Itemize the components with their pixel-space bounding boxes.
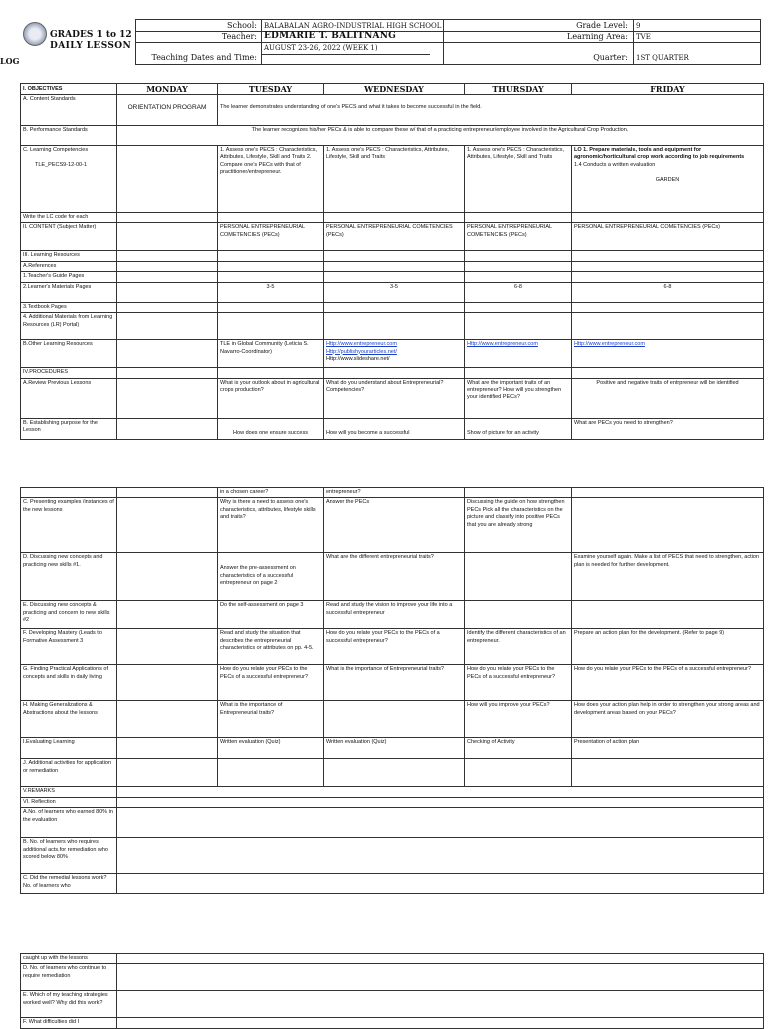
grade-label: Grade Level: bbox=[576, 21, 628, 30]
cell-text: Checking of Activity bbox=[465, 738, 572, 759]
dll-title-line2: DAILY LESSON bbox=[50, 41, 132, 51]
area-value: TVE bbox=[636, 33, 651, 41]
row-label: A.No. of learners who earned 80% in the evaluation bbox=[21, 808, 117, 838]
row-label: V.REMARKS bbox=[21, 787, 117, 797]
cell-text: Answer the PECs bbox=[324, 498, 465, 553]
cell-text: What is the importance of Entrepreneurial traits? bbox=[218, 701, 324, 738]
day-tuesday: TUESDAY bbox=[218, 84, 324, 95]
cell-text: 3-5 bbox=[324, 282, 465, 302]
cell-text: How do you relate your PECs to the PECs of a successful entrepreneur? bbox=[218, 665, 324, 701]
dll-table-page3 bbox=[20, 953, 764, 1029]
day-thursday: THURSDAY bbox=[465, 84, 572, 95]
cell-text: Why is there a need to assess one's characteristics, attributes, lifestyle skills and traits? bbox=[218, 498, 324, 553]
row-label: C. Presenting examples /instances of the new lessons bbox=[21, 498, 117, 553]
dates-value: AUGUST 23-26, 2022 (WEEK 1) bbox=[264, 44, 378, 52]
row-label: E. Which of my teaching strategies worked well? Why did this work? bbox=[21, 991, 117, 1018]
cell-text: Positive and negative traits of entrpreneur will be identified bbox=[572, 378, 764, 418]
row-label: 3.Textbook Pages bbox=[21, 302, 117, 312]
header-info-box bbox=[135, 19, 761, 65]
cell-text: How will you become a successful bbox=[324, 418, 465, 439]
row-label: J. Additional activities for application or remediation bbox=[21, 759, 117, 787]
cell-text: Prepare an action plan for the development. (Refer to page 9) bbox=[572, 629, 764, 665]
dll-table-page1 bbox=[20, 83, 764, 440]
cell-text: Examine yourself again. Make a list of PECS that need to strengthen, action plan is needed for further development. bbox=[572, 553, 764, 601]
cell-text: What are PECs you need to strengthen? bbox=[572, 418, 764, 439]
day-friday: FRIDAY bbox=[572, 84, 764, 95]
day-wednesday: WEDNESDAY bbox=[324, 84, 465, 95]
row-label: H. Making Generalizations & Abstractions about the lessons bbox=[21, 701, 117, 738]
cell-text: Presentation of action plan bbox=[572, 738, 764, 759]
entrepreneur-link[interactable]: Http://www.entrepreneur.com bbox=[326, 341, 397, 348]
row-label: D. No. of learners who continue to require remediation bbox=[21, 964, 117, 991]
cell-text: What do you understand about Entrepreneurial? Competencies? bbox=[324, 378, 465, 418]
row-label: VI. Reflection bbox=[21, 797, 117, 807]
row-label: F. Developing Mastery (Leads to Formative Assessment 3 bbox=[21, 629, 117, 665]
cell-text: How do you relate your PECs to the PECs of a successful entrepreneur? bbox=[324, 629, 465, 665]
cell-text: Http://www.entrepreneur.com Http://publishyourarticles.net/ Http://www.slideshare.net/ bbox=[324, 340, 465, 368]
row-label: D. Discussing new concepts and practicing new skills #1. bbox=[21, 553, 117, 601]
cell-text: LO 1. Prepare materials, tools and equipment for agronomic/horticultural crop work according to job requirements 1.4 Conducts a written evaluation GARDEN bbox=[572, 146, 764, 213]
cell-text: Do the self-assessment on page 3 bbox=[218, 601, 324, 629]
cell-text: What are the important traits of an entrepreneur? How will you strengthen your identified PECs? bbox=[465, 378, 572, 418]
row-label: F. What difficulties did I bbox=[21, 1018, 117, 1028]
row-label: II. CONTENT (Subject Matter) bbox=[21, 223, 117, 251]
cell-text: How do you relate your PECs to the PECs of a successful entrepreneur? bbox=[465, 665, 572, 701]
cell-text: PERSONAL ENTREPRENEURIAL COMETENCIES (PECs) bbox=[218, 223, 324, 251]
cell-text: 6-8 bbox=[465, 282, 572, 302]
cell-text: in a chosen career? bbox=[218, 488, 324, 498]
cell-text: PERSONAL ENTREPRENEURIAL COMETENCIES (PECs) bbox=[465, 223, 572, 251]
cell-text: How do you relate your PECs to the PECs of a successful entrepreneur? bbox=[572, 665, 764, 701]
entrepreneur-link[interactable]: Http://www.entrepreneur.com bbox=[574, 341, 645, 348]
cell-text: 1. Assess one's PECS : Characteristics, Attributes, Lifestyle, Skill and Traits 2. Compare one's PECs with that of practitioner/entrepreneur. bbox=[218, 146, 324, 213]
grade-value: 9 bbox=[636, 22, 641, 30]
cell-text: Read and study the situation that describes the entrepreneurial characteristics or attributes on pp. 4-5. bbox=[218, 629, 324, 665]
cell-text: 1. Assess one's PECS : Characteristics, Attributes, Lifestyle, Skill and Traits bbox=[324, 146, 465, 213]
school-value: BALABALAN AGRO-INDUSTRIAL HIGH SCHOOL bbox=[264, 22, 442, 30]
row-label: IV.PROCEDURES bbox=[21, 368, 117, 378]
dll-table-page2 bbox=[20, 487, 764, 894]
row-label: A.Review Previous Lessons bbox=[21, 378, 117, 418]
row-label: B.Other Learning Resources bbox=[21, 340, 117, 368]
day-monday: MONDAY bbox=[117, 84, 218, 95]
cell-text: What are the different entrepreneurial traits? bbox=[324, 553, 465, 601]
cell-text: Written evaluation (Quiz) bbox=[218, 738, 324, 759]
cell-text: 3-5 bbox=[218, 282, 324, 302]
row-label: C. Did the remedial lessons work? No. of learners who bbox=[21, 874, 117, 894]
row-label: C. Learning Competencies TLE_PECS9-12-00-1 bbox=[21, 146, 117, 213]
row-label: A.References bbox=[21, 261, 117, 271]
performance-standard-text: The learner recognizes his/her PECs & is able to compare these w/ that of a practicing entrepreneur/employee involved in the Agricultural Crop Production. bbox=[117, 126, 764, 146]
cell-text: TLE in Global Community (Leticia S. Navarro-Coordinator) bbox=[218, 340, 324, 368]
cell-text: Discussing the guide on how strengthen PECs Pick all the characteristics on the picture and classify into positive PECs that you are already strong bbox=[465, 498, 572, 553]
cell-text: PERSONAL ENTREPRENEURIAL COMETENCIES (PECs) bbox=[324, 223, 465, 251]
row-label: caught up with the lessons bbox=[21, 954, 117, 964]
cell-text: What is your outlook about in agricultural crops production? bbox=[218, 378, 324, 418]
row-label: A. Content Standards bbox=[21, 95, 117, 126]
content-standard-text: The learner demonstrates understanding of one's PECS and what it takes to become successful in the field. bbox=[218, 95, 764, 126]
cell-text: Identify the different characteristics of an entrepreneur. bbox=[465, 629, 572, 665]
cell-text: Written evaluation (Quiz) bbox=[324, 738, 465, 759]
publishyourarticles-link[interactable]: Http://publishyourarticles.net/ bbox=[326, 348, 397, 355]
deped-seal-icon bbox=[23, 22, 47, 46]
cell-text: entrepreneur? bbox=[324, 488, 465, 498]
row-label: 2.Learner's Materials Pages bbox=[21, 282, 117, 302]
quarter-label: Quarter: bbox=[593, 53, 628, 62]
teacher-value: EDMARIE T. BALITNANG bbox=[264, 31, 397, 41]
cell-text: 6-8 bbox=[572, 282, 764, 302]
cell-text: Answer the pre-assessment on characteristics of a successful entrepreneur on page 2 bbox=[218, 553, 324, 601]
row-label: III. Learning Resources bbox=[21, 251, 117, 261]
entrepreneur-link[interactable]: Http://www.entrepreneur.com bbox=[467, 341, 538, 348]
row-label: B. Performance Standards bbox=[21, 126, 117, 146]
cell-text: What is the importance of Entrepreneurial traits? bbox=[324, 665, 465, 701]
cell-text: Read and study the vision to improve your life into a successful entrepreneur bbox=[324, 601, 465, 629]
teacher-label: Teacher: bbox=[221, 32, 257, 41]
cell-text: 1. Assess one's PECS : Characteristics, Attributes, Lifestyle, Skill and Traits bbox=[465, 146, 572, 213]
cell-text: PERSONAL ENTREPRENEURIAL COMETENCIES (PECs) bbox=[572, 223, 764, 251]
orientation-program: ORIENTATION PROGRAM bbox=[127, 104, 207, 111]
quarter-value: 1ST QUARTER bbox=[636, 54, 689, 62]
school-label: School: bbox=[227, 21, 257, 30]
row-label: Write the LC code for each bbox=[21, 213, 117, 223]
cell-text: How does one ensure success bbox=[218, 418, 324, 439]
cell-text: How does your action plan help in order to strengthen your strong areas and development areas based on your PECs? bbox=[572, 701, 764, 738]
row-label: B. No. of learners who requires additional acts.for remediation who scored below 80% bbox=[21, 838, 117, 874]
row-label: B. Establishing purpose for the Lesson bbox=[21, 418, 117, 439]
area-label: Learning Area: bbox=[567, 32, 628, 41]
dll-title-line1: GRADES 1 to 12 bbox=[50, 30, 132, 40]
row-label: G. Finding Practical Applications of concepts and skills in daily living bbox=[21, 665, 117, 701]
row-label: E. Discussing new concepts & practicing and concern to new skills #2 bbox=[21, 601, 117, 629]
lesson-header bbox=[0, 19, 768, 67]
row-label: 1.Teacher's Guide Pages bbox=[21, 272, 117, 282]
row-label: I.Evaluating Learning bbox=[21, 738, 117, 759]
cell-text: Show of picture for an activity bbox=[465, 418, 572, 439]
cell-text: How will you improve your PECs? bbox=[465, 701, 572, 738]
objectives-heading: I. OBJECTIVES bbox=[21, 84, 117, 95]
dates-label: Teaching Dates and Time: bbox=[151, 53, 257, 62]
row-label: 4. Additional Materials from Learning Resources (LR) Portal) bbox=[21, 313, 117, 340]
logo-tag: LOG bbox=[0, 56, 20, 66]
